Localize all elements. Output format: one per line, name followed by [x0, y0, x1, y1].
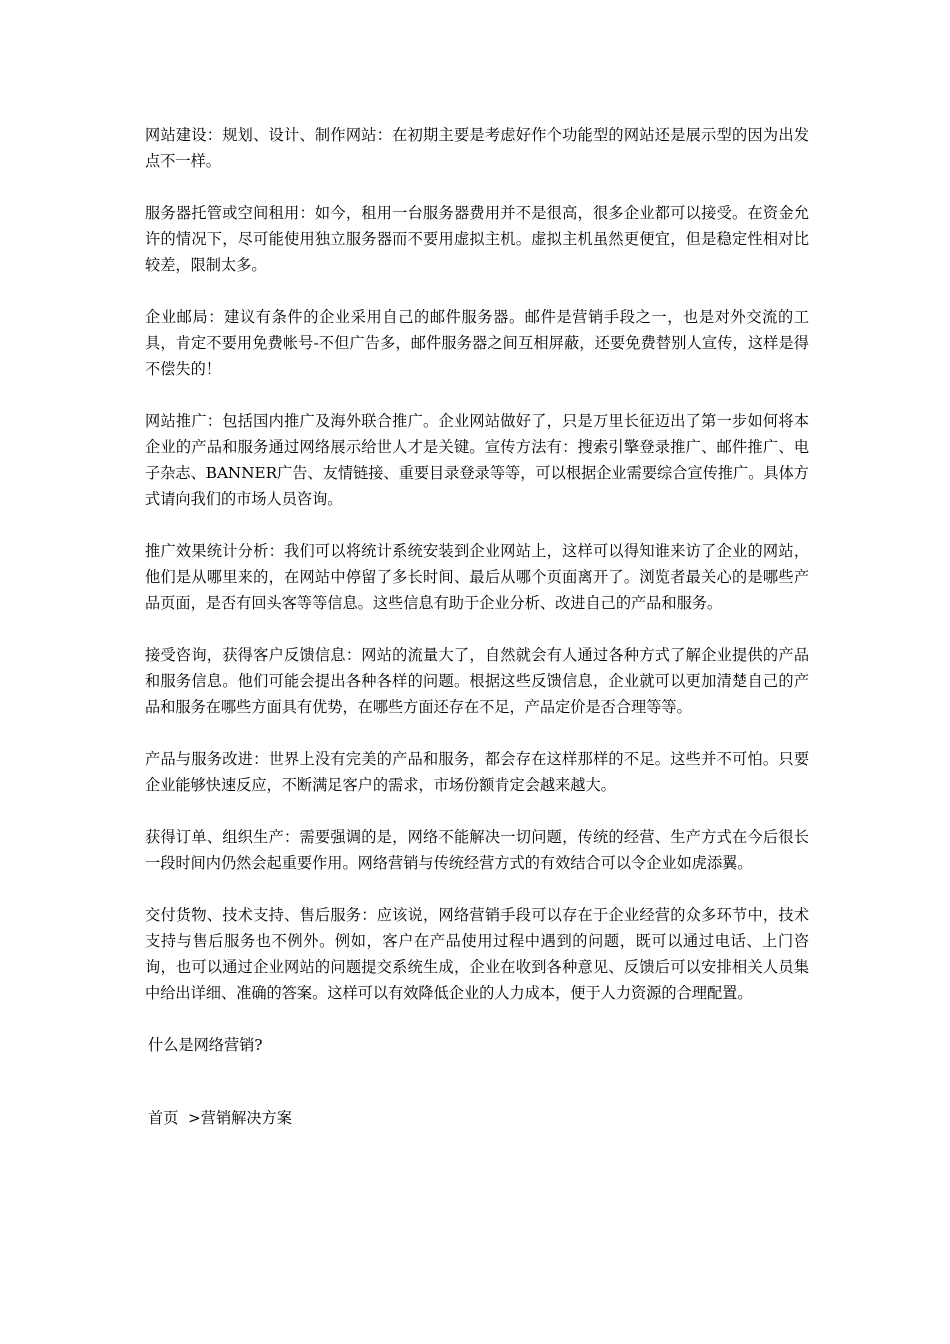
paragraph-website-promotion: 网站推广：包括国内推广及海外联合推广。企业网站做好了，只是万里长征迈出了第一步如何将本企业的产品和服务通过网络展示给世人才是关键。宣传方法有：搜索引擎登录推广、邮件推广、电子杂志、BANNER广告、友情链接、重要目录登录等等，可以根据企业需要综合宣传推广。具体方式请向我们的市场人员咨询。: [145, 412, 809, 508]
paragraph-product-improvement: 产品与服务改进：世界上没有完美的产品和服务，都会存在这样那样的不足。这些并不可怕。只要企业能够快速反应，不断满足客户的需求，市场份额肯定会越来越大。: [145, 750, 809, 794]
paragraph-after-sales: 交付货物、技术支持、售后服务：应该说，网络营销手段可以存在于企业经营的众多环节中，技术支持与售后服务也不例外。例如，客户在产品使用过程中遇到的问题，既可以通过电话、上门咨询，也可以通过企业网站的问题提交系统生成，企业在收到各种意见、反馈后可以安排相关人员集中给出详细、准确的答案。这样可以有效降低企业的人力成本，便于人力资源的合理配置。: [145, 906, 809, 1002]
paragraph-statistics-analysis: 推广效果统计分析：我们可以将统计系统安装到企业网站上，这样可以得知谁来访了企业的网站，他们是从哪里来的，在网站中停留了多长时间、最后从哪个页面离开了。浏览者最关心的是哪些产品页面，是否有回头客等等信息。这些信息有助于企业分析、改进自己的产品和服务。: [145, 542, 809, 612]
paragraph-website-building: 网站建设：规划、设计、制作网站：在初期主要是考虑好作个功能型的网站还是展示型的因为出发点不一样。: [145, 126, 809, 170]
breadcrumb: 首页 >营销解决方案: [148, 1109, 292, 1127]
document-body: [145, 122, 809, 1131]
paragraph-server-hosting: 服务器托管或空间租用：如今，租用一台服务器费用并不是很高，很多企业都可以接受。在资金允许的情况下，尽可能使用独立服务器而不要用虚拟主机。虚拟主机虽然更便宜，但是稳定性相对比较差，限制太多。: [145, 204, 809, 274]
paragraph-orders-production: 获得订单、组织生产：需要强调的是，网络不能解决一切问题，传统的经营、生产方式在今后很长一段时间内仍然会起重要作用。网络营销与传统经营方式的有效结合可以令企业如虎添翼。: [145, 828, 809, 872]
paragraph-enterprise-mail: 企业邮局：建议有条件的企业采用自己的邮件服务器。邮件是营销手段之一，也是对外交流的工具，肯定不要用免费帐号-不但广告多，邮件服务器之间互相屏蔽，还要免费替别人宣传，这样是得不偿失的！: [145, 308, 809, 378]
paragraph-customer-feedback: 接受咨询，获得客户反馈信息：网站的流量大了，自然就会有人通过各种方式了解企业提供的产品和服务信息。他们可能会提出各种各样的问题。根据这些反馈信息，企业就可以更加清楚自己的产品和服务在哪些方面具有优势，在哪些方面还存在不足，产品定价是否合理等等。: [145, 646, 809, 716]
question-heading: 什么是网络营销?: [148, 1036, 263, 1054]
